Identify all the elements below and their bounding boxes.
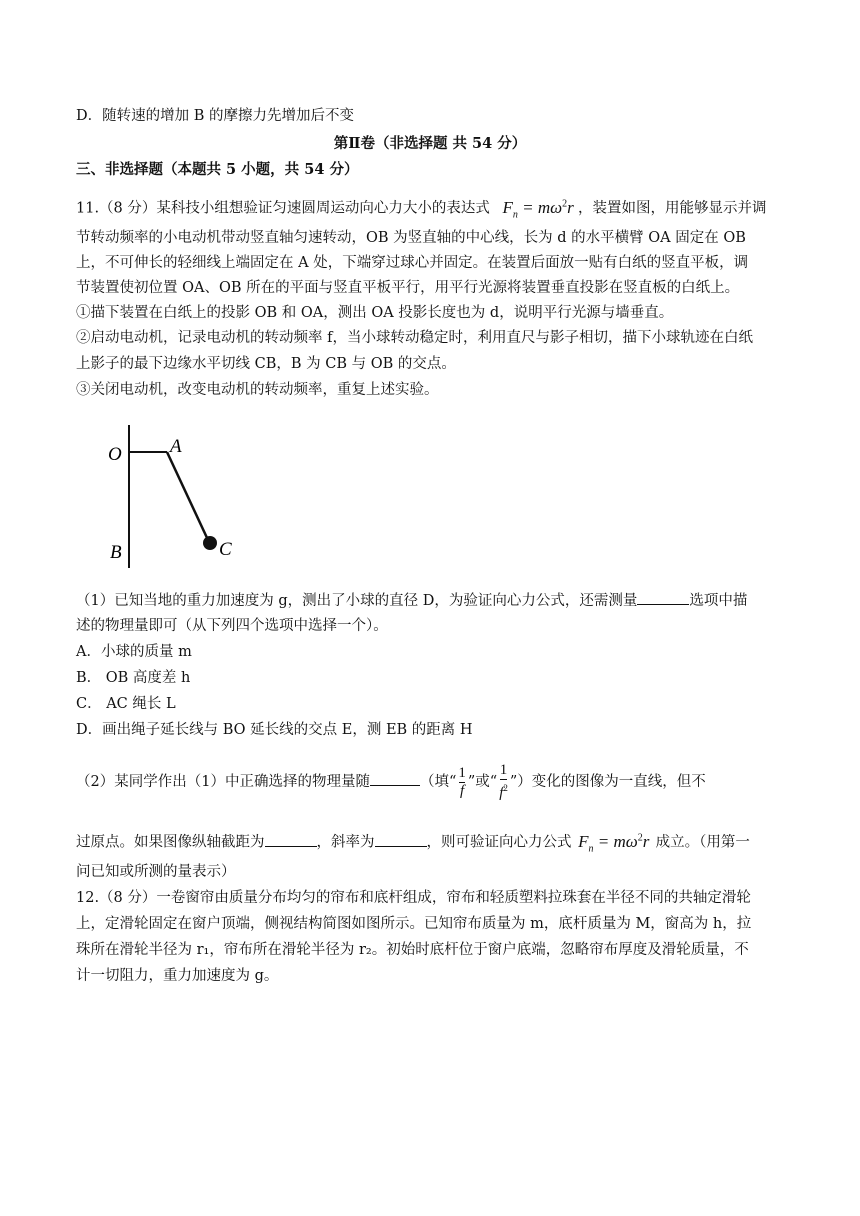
centripetal-formula: $F_n = m\omega^2r$ bbox=[502, 197, 574, 221]
q11-intro-b: ，装置如图，用能够显示并调 bbox=[578, 200, 767, 217]
q12-line1: 12.（8 分）一卷窗帘由质量分布均匀的帘布和底杆组成，帘布和轻质塑料拉珠套在半径不同的共轴定滑轮 bbox=[76, 890, 751, 906]
q11-intro-a: 11.（8 分）某科技小组想验证匀速圆周运动向心力大小的表达式 bbox=[76, 200, 490, 217]
pendulum-figure bbox=[100, 420, 250, 580]
q11-intro bbox=[76, 194, 767, 225]
q11-p2-i: 问已知或所测的量表示） bbox=[76, 864, 236, 880]
q11-p2-c: ”或“ bbox=[467, 774, 498, 790]
label-o: O bbox=[108, 444, 122, 465]
q11-p2-e: 过原点。如果图像纵轴截距为 bbox=[76, 834, 265, 851]
option-d-q11: D．画出绳子延长线与 BO 延长线的交点 E，测 EB 的距离 H bbox=[76, 722, 473, 738]
q11-p2-d: ”）变化的图像为一直线，但不 bbox=[509, 774, 706, 790]
q11-part2-line2 bbox=[76, 828, 750, 859]
q11-p2-b: （填“ bbox=[419, 774, 457, 790]
q11-p1-b: 选项中描 bbox=[689, 593, 748, 609]
q11-step2a: ②启动电动机，记录电动机的转动频率 f，当小球转动稳定时，利用直尺与影子相切，描下小球轨迹在白纸 bbox=[76, 330, 753, 346]
string-ac bbox=[167, 452, 208, 540]
section-title: 第Ⅱ卷（非选择题 共 54 分） bbox=[333, 135, 527, 152]
option-c: C． AC 绳长 L bbox=[76, 696, 176, 712]
fraction-1-over-f-squared: $\frac{1}{f^2}$ bbox=[499, 762, 508, 801]
answer-blank-3[interactable] bbox=[265, 832, 317, 847]
fraction-1-over-f: $\frac{1}{f}$ bbox=[458, 764, 466, 799]
option-d: D．随转速的增加 B 的摩擦力先增加后不变 bbox=[76, 108, 354, 124]
q11-line2: 节转动频率的小电动机带动竖直轴匀速转动，OB 为竖直轴的中心线，长为 d 的水平横臂 OA 固定在 OB bbox=[76, 230, 746, 246]
q11-line3: 上，不可伸长的轻细线上端固定在 A 处，下端穿过球心并固定。在装置后面放一贴有白纸的竖直平板，调 bbox=[76, 255, 749, 271]
q12-line4: 计一切阻力，重力加速度为 g。 bbox=[76, 968, 279, 984]
part-title: 三、非选择题（本题共 5 小题，共 54 分） bbox=[76, 161, 359, 178]
option-b: B． OB 高度差 h bbox=[76, 670, 191, 686]
q11-p2-g: ，则可验证向心力公式 bbox=[426, 834, 572, 851]
q11-p2-h: 成立。（用第一 bbox=[655, 834, 750, 851]
centripetal-formula-2: $F_n = m\omega^2r$ bbox=[578, 831, 650, 855]
q11-p2-f: ，斜率为 bbox=[316, 834, 375, 851]
q11-step1: ①描下装置在白纸上的投影 OB 和 OA，测出 OA 投影长度也为 d，说明平行光源与墙垂直。 bbox=[76, 305, 674, 321]
q11-part2 bbox=[76, 760, 706, 804]
answer-blank-4[interactable] bbox=[375, 832, 427, 847]
q11-step2b: 上影子的最下边缘水平切线 CB，B 为 CB 与 OB 的交点。 bbox=[76, 356, 456, 372]
ball-c bbox=[203, 536, 217, 550]
answer-blank-1[interactable] bbox=[637, 590, 689, 605]
option-a: A．小球的质量 m bbox=[76, 644, 192, 660]
label-c: C bbox=[219, 539, 232, 560]
q11-part1 bbox=[76, 590, 747, 611]
label-a: A bbox=[170, 436, 182, 457]
q11-p2-a: （2）某同学作出（1）中正确选择的物理量随 bbox=[76, 774, 370, 790]
q11-line4: 节装置使初位置 OA、OB 所在的平面与竖直平板平行，用平行光源将装置垂直投影在竖直板的白纸上。 bbox=[76, 280, 740, 296]
q12-line2: 上，定滑轮固定在窗户顶端，侧视结构简图如图所示。已知帘布质量为 m，底杆质量为 M，窗高为 h，拉 bbox=[76, 916, 752, 932]
q12-line3: 珠所在滑轮半径为 r₁，帘布所在滑轮半径为 r₂。初始时底杆位于窗户底端，忽略帘布厚度及滑轮质量，不 bbox=[76, 942, 749, 958]
q11-step3: ③关闭电动机，改变电动机的转动频率，重复上述实验。 bbox=[76, 382, 439, 398]
label-b: B bbox=[110, 542, 122, 563]
q11-p1-c: 述的物理量即可（从下列四个选项中选择一个）。 bbox=[76, 618, 388, 634]
q11-p1-a: （1）已知当地的重力加速度为 g，测出了小球的直径 D，为验证向心力公式，还需测量 bbox=[76, 593, 638, 609]
answer-blank-2[interactable] bbox=[370, 771, 420, 786]
